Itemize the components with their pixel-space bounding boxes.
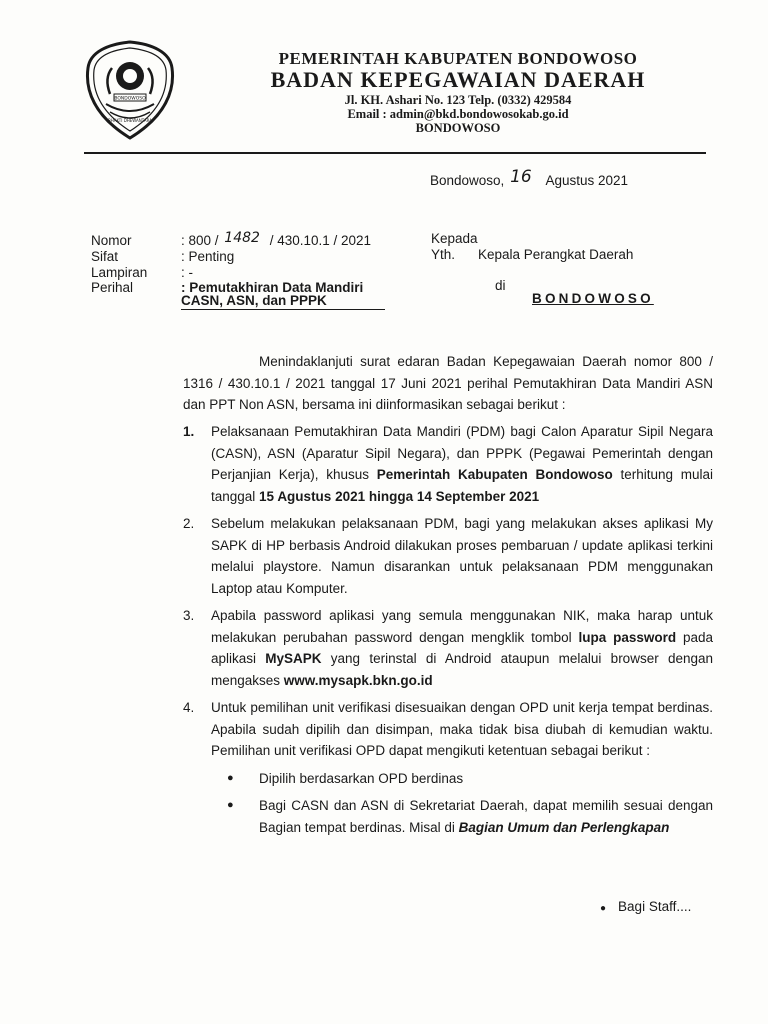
letterhead-city: BONDOWOSO	[415, 121, 501, 135]
item-4-text: Untuk pemilihan unit verifikasi disesuaikan dengan OPD unit kerja tempat berdinas. Apabila sudah dipilih dan disimpan, maka tidak bisa diubah di kemudian waktu. Pemilihan unit verifikasi OPD dapat mengikuti ketentuan sebagai berikut :	[211, 700, 713, 758]
date-month-year: Agustus 2021	[545, 173, 629, 188]
item-3-bold-a: lupa password	[578, 629, 677, 645]
nomor-label: Nomor	[91, 233, 132, 248]
continuation-text: Bagi Staff....	[618, 899, 692, 914]
item-3-number: 3.	[183, 608, 195, 623]
bullet-2-text: Bagi CASN dan ASN di Sekretariat Daerah, dapat memilih sesuai dengan Bagian tempat berdinas. Misal di	[259, 798, 713, 835]
item-2-text: Sebelum melakukan pelaksanaan PDM, bagi yang melakukan akses aplikasi My SAPK di HP berbasis Android dilakukan proses pembaruan / update aplikasi terkini melalui playstore. Namun disarankan untuk pelaksanaan PDM menggunakan Laptop atau Komputer.	[211, 516, 713, 596]
sifat-label: Sifat	[91, 249, 119, 264]
bullet-item-2	[211, 795, 713, 838]
nomor-suffix: / 430.10.1 / 2021	[269, 233, 372, 248]
date-day-handwritten: 16	[510, 167, 532, 187]
item-3-bold-b: MySAPK	[265, 651, 322, 666]
lampiran-value: : -	[181, 265, 193, 280]
recipient-kepada: Kepada	[431, 231, 478, 246]
item-1-number: 1.	[183, 424, 195, 439]
meta-nomor	[91, 230, 372, 249]
intro-text: Menindaklanjuti surat edaran Badan Kepegawaian Daerah nomor 800 / 1316 / 430.10.1 / 2021 tanggal 17 Juni 2021 perihal Pemutakhiran Data Mandiri ASN dan PPT Non ASN, bersama ini diinformasikan sebagai berikut :	[183, 354, 713, 412]
meta-sifat	[91, 249, 234, 264]
meta-lampiran	[91, 265, 193, 280]
list-item-4	[183, 697, 713, 838]
list-item-2	[183, 513, 713, 599]
item-1-bold-b: 15 Agustus 2021 hingga 14 September 2021	[259, 488, 540, 504]
nomor-prefix: : 800 /	[181, 233, 219, 248]
item-3-bold-c: www.mysapk.bkn.go.id	[283, 672, 433, 688]
letterhead-agency: BADAN KEPEGAWAIAN DAERAH	[270, 67, 646, 92]
item-1-text-b: terhitung mulai tanggal	[211, 467, 713, 504]
bullet-2-bold: Bagian Umum dan Perlengkapan	[458, 819, 670, 835]
item-3-text-c: yang terinstal di Android ataupun melalui browser dengan mengakses	[211, 651, 713, 688]
recipient-yth: Yth.	[431, 247, 456, 262]
letterhead-divider	[84, 152, 706, 154]
recipient-di: di	[495, 278, 506, 293]
perihal-label: Perihal	[91, 280, 134, 295]
bullet-icon: ●	[227, 799, 234, 811]
bondowoso-seal-logo	[82, 38, 178, 142]
letterhead-address: Jl. KH. Ashari No. 123 Telp. (0332) 429584	[344, 93, 572, 107]
sifat-value: : Penting	[181, 249, 235, 264]
list-item-3	[183, 605, 713, 691]
recipient-name: Kepala Perangkat Daerah	[478, 247, 634, 262]
bullet-1-text: Dipilih berdasarkan OPD berdinas	[259, 770, 464, 786]
item-4-bullets	[211, 768, 713, 839]
continuation-marker	[600, 899, 691, 914]
nomor-handwritten: 1482	[224, 230, 260, 246]
recipient-city: BONDOWOSO	[532, 291, 654, 306]
item-3-text-a: Apabila password aplikasi yang semula menggunakan NIK, maka harap untuk melakukan perubahan password dengan mengklik tombol	[211, 608, 713, 645]
letter-date	[430, 167, 629, 190]
svg-text:BONDOWOSO: BONDOWOSO	[114, 96, 146, 102]
date-place: Bondowoso,	[430, 173, 505, 188]
item-4-number: 4.	[183, 700, 195, 715]
item-1-text-a: Pelaksanaan Pemutakhiran Data Mandiri (PDM) bagi Calon Aparatur Sipil Negara (CASN), ASN (Aparatur Sipil Negara), dan PPPK (Pegawai Pemerintah dengan Perjanjian Kerja), khusus	[211, 424, 713, 482]
perihal-value-2: CASN, ASN, dan PPPK	[181, 293, 327, 308]
item-1-bold-a: Pemerintah Kabupaten Bondowoso	[376, 467, 613, 482]
bullet-item-1	[211, 768, 713, 790]
list-item-1	[183, 421, 713, 507]
lampiran-label: Lampiran	[91, 265, 148, 280]
instruction-list	[183, 421, 713, 844]
item-3-text-b: pada aplikasi	[211, 629, 713, 666]
intro-paragraph	[183, 351, 713, 416]
perihal-value-1: : Pemutakhiran Data Mandiri	[181, 280, 364, 295]
bullet-icon: ●	[600, 903, 607, 914]
letterhead-government: PEMERINTAH KABUPATEN BONDOWOSO	[278, 49, 638, 68]
svg-text:BHAKTI DHEWANTARA: BHAKTI DHEWANTARA	[108, 118, 152, 123]
item-2-number: 2.	[183, 516, 195, 531]
bullet-icon: ●	[227, 771, 234, 784]
letterhead-email: Email : admin@bkd.bondowosokab.go.id	[347, 107, 569, 121]
perihal-underline	[181, 309, 385, 310]
